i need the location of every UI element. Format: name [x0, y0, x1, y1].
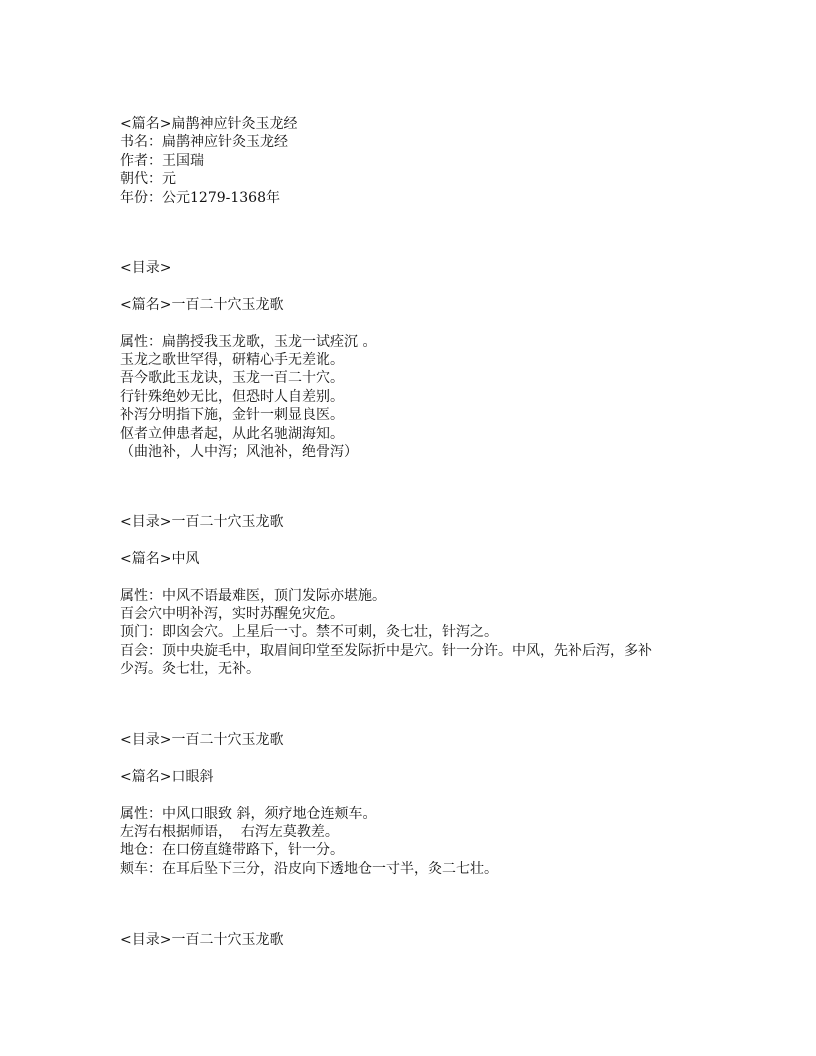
book-name: 书名：扁鹊神应针灸玉龙经 — [120, 134, 288, 151]
toc-label: <目录>一百二十穴玉龙歌 — [120, 732, 284, 748]
text-line: 玉龙之歌世罕得，研精心手无差讹。 — [120, 352, 344, 368]
text-line: 顶门：即囟会穴。上星后一寸。禁不可刺，灸七壮，针泻之。 — [120, 624, 498, 641]
chapter-title: <篇名>扁鹊神应针灸玉龙经 — [120, 116, 298, 132]
toc-label: <目录>一百二十穴玉龙歌 — [120, 932, 284, 948]
dynasty: 朝代：元 — [120, 171, 176, 188]
toc-label: <目录>一百二十穴玉龙歌 — [120, 514, 284, 530]
text-line: 地仓：在口傍直缝带路下，针一分。 — [120, 842, 344, 859]
text-line: 属性：扁鹊授我玉龙歌，玉龙一试痊沉 。 — [120, 333, 377, 350]
text-line: 百会穴中明补泻，实时苏醒免灾危。 — [120, 606, 344, 622]
text-line: 颊车：在耳后坠下三分，沿皮向下透地仓一寸半，灸二七壮。 — [120, 860, 498, 877]
text-line: 吾今歌此玉龙诀，玉龙一百二十穴。 — [120, 370, 344, 387]
text-line: 补泻分明指下施，金针一刺显良医。 — [120, 407, 344, 424]
section-title: <篇名>中风 — [120, 550, 200, 567]
toc-label: <目录> — [120, 260, 172, 276]
section-2 — [120, 513, 665, 679]
text-line: 属性：中风不语最难医，顶门发际亦堪施。 — [120, 587, 386, 604]
text-line: 属性：中风口眼致 斜，须疗地仓连颊车。 — [120, 805, 377, 822]
text-line: 左泻右根据师语， 右泻左莫教差。 — [120, 824, 339, 840]
text-line: （曲池补，人中泻；风池补，绝骨泻） — [120, 444, 358, 461]
year: 年份：公元1279-1368年 — [120, 189, 280, 206]
text-line: 行针殊绝妙无比，但恐时人自差别。 — [120, 388, 344, 405]
book-info — [120, 115, 665, 207]
section-title: <篇名>一百二十穴玉龙歌 — [120, 296, 284, 313]
author: 作者：王国瑞 — [120, 152, 204, 169]
footer-toc — [120, 931, 665, 949]
text-line: 伛者立伸患者起，从此名驰湖海知。 — [120, 425, 344, 442]
text-line: 百会：顶中央旋毛中，取眉间印堂至发际折中是穴。针一分许。中风，先补后泻，多补少泻。灸七壮，无补。 — [120, 642, 652, 678]
section-3 — [120, 731, 665, 878]
section-title: <篇名>口眼斜 — [120, 768, 214, 785]
section-1 — [120, 259, 665, 461]
